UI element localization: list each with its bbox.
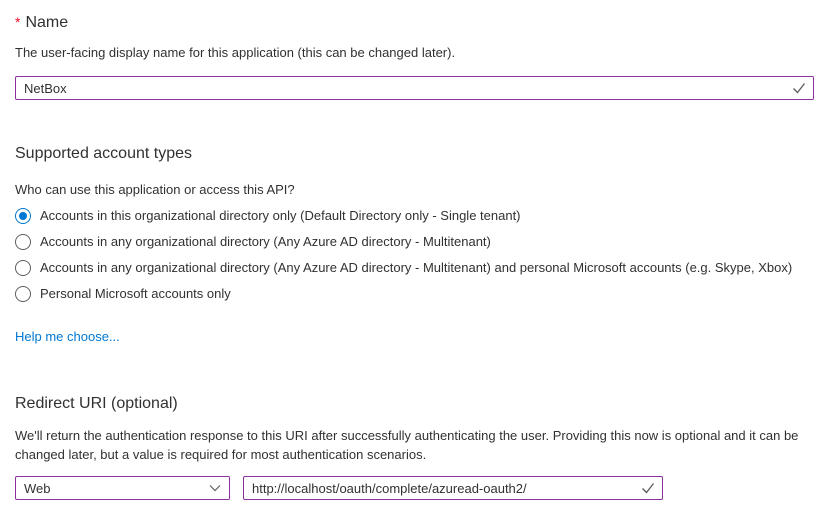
redirect-uri-section xyxy=(15,394,814,500)
redirect-uri-title: Redirect URI (optional) xyxy=(15,395,178,412)
account-type-option-label: Accounts in this organizational directory only (Default Directory only - Single tenant) xyxy=(40,208,521,223)
platform-select-value: Web xyxy=(24,480,51,496)
name-input[interactable] xyxy=(15,76,814,100)
account-type-option[interactable] xyxy=(15,260,814,276)
name-input-wrap xyxy=(15,76,814,100)
redirect-uri-input-wrap xyxy=(243,476,663,500)
account-type-option-label: Accounts in any organizational directory (Any Azure AD directory - Multitenant) and personal Microsoft accounts (e.g. Skype, Xbox) xyxy=(40,260,793,275)
platform-select[interactable] xyxy=(15,476,230,500)
account-type-option-label: Accounts in any organizational directory (Any Azure AD directory - Multitenant) xyxy=(40,234,491,249)
supported-account-types-section xyxy=(15,144,814,346)
required-marker: * xyxy=(15,14,21,30)
name-title-text: Name xyxy=(25,14,69,31)
account-type-option[interactable] xyxy=(15,208,814,224)
help-me-choose-link[interactable]: Help me choose... xyxy=(15,329,120,344)
account-type-option[interactable] xyxy=(15,286,814,302)
redirect-uri-description: We'll return the authentication response to this URI after successfully authenticating the user. Providing this now is optional and it can be changed later, but a value is required for most authentication scenarios. xyxy=(15,428,799,462)
account-types-title: Supported account types xyxy=(15,145,193,162)
radio-button-icon[interactable] xyxy=(15,234,31,250)
name-section-title xyxy=(15,12,814,33)
radio-button-icon[interactable] xyxy=(15,260,31,276)
redirect-uri-controls xyxy=(15,476,814,500)
account-types-question: Who can use this application or access this API? xyxy=(15,182,295,197)
account-type-option-label: Personal Microsoft accounts only xyxy=(40,286,231,301)
redirect-uri-input[interactable] xyxy=(243,476,663,500)
account-type-option[interactable] xyxy=(15,234,814,250)
account-type-options xyxy=(15,208,814,302)
radio-button-icon[interactable] xyxy=(15,286,31,302)
name-description: The user-facing display name for this application (this can be changed later). xyxy=(15,45,456,60)
radio-button-icon[interactable] xyxy=(15,208,31,224)
platform-select-wrap xyxy=(15,476,230,500)
